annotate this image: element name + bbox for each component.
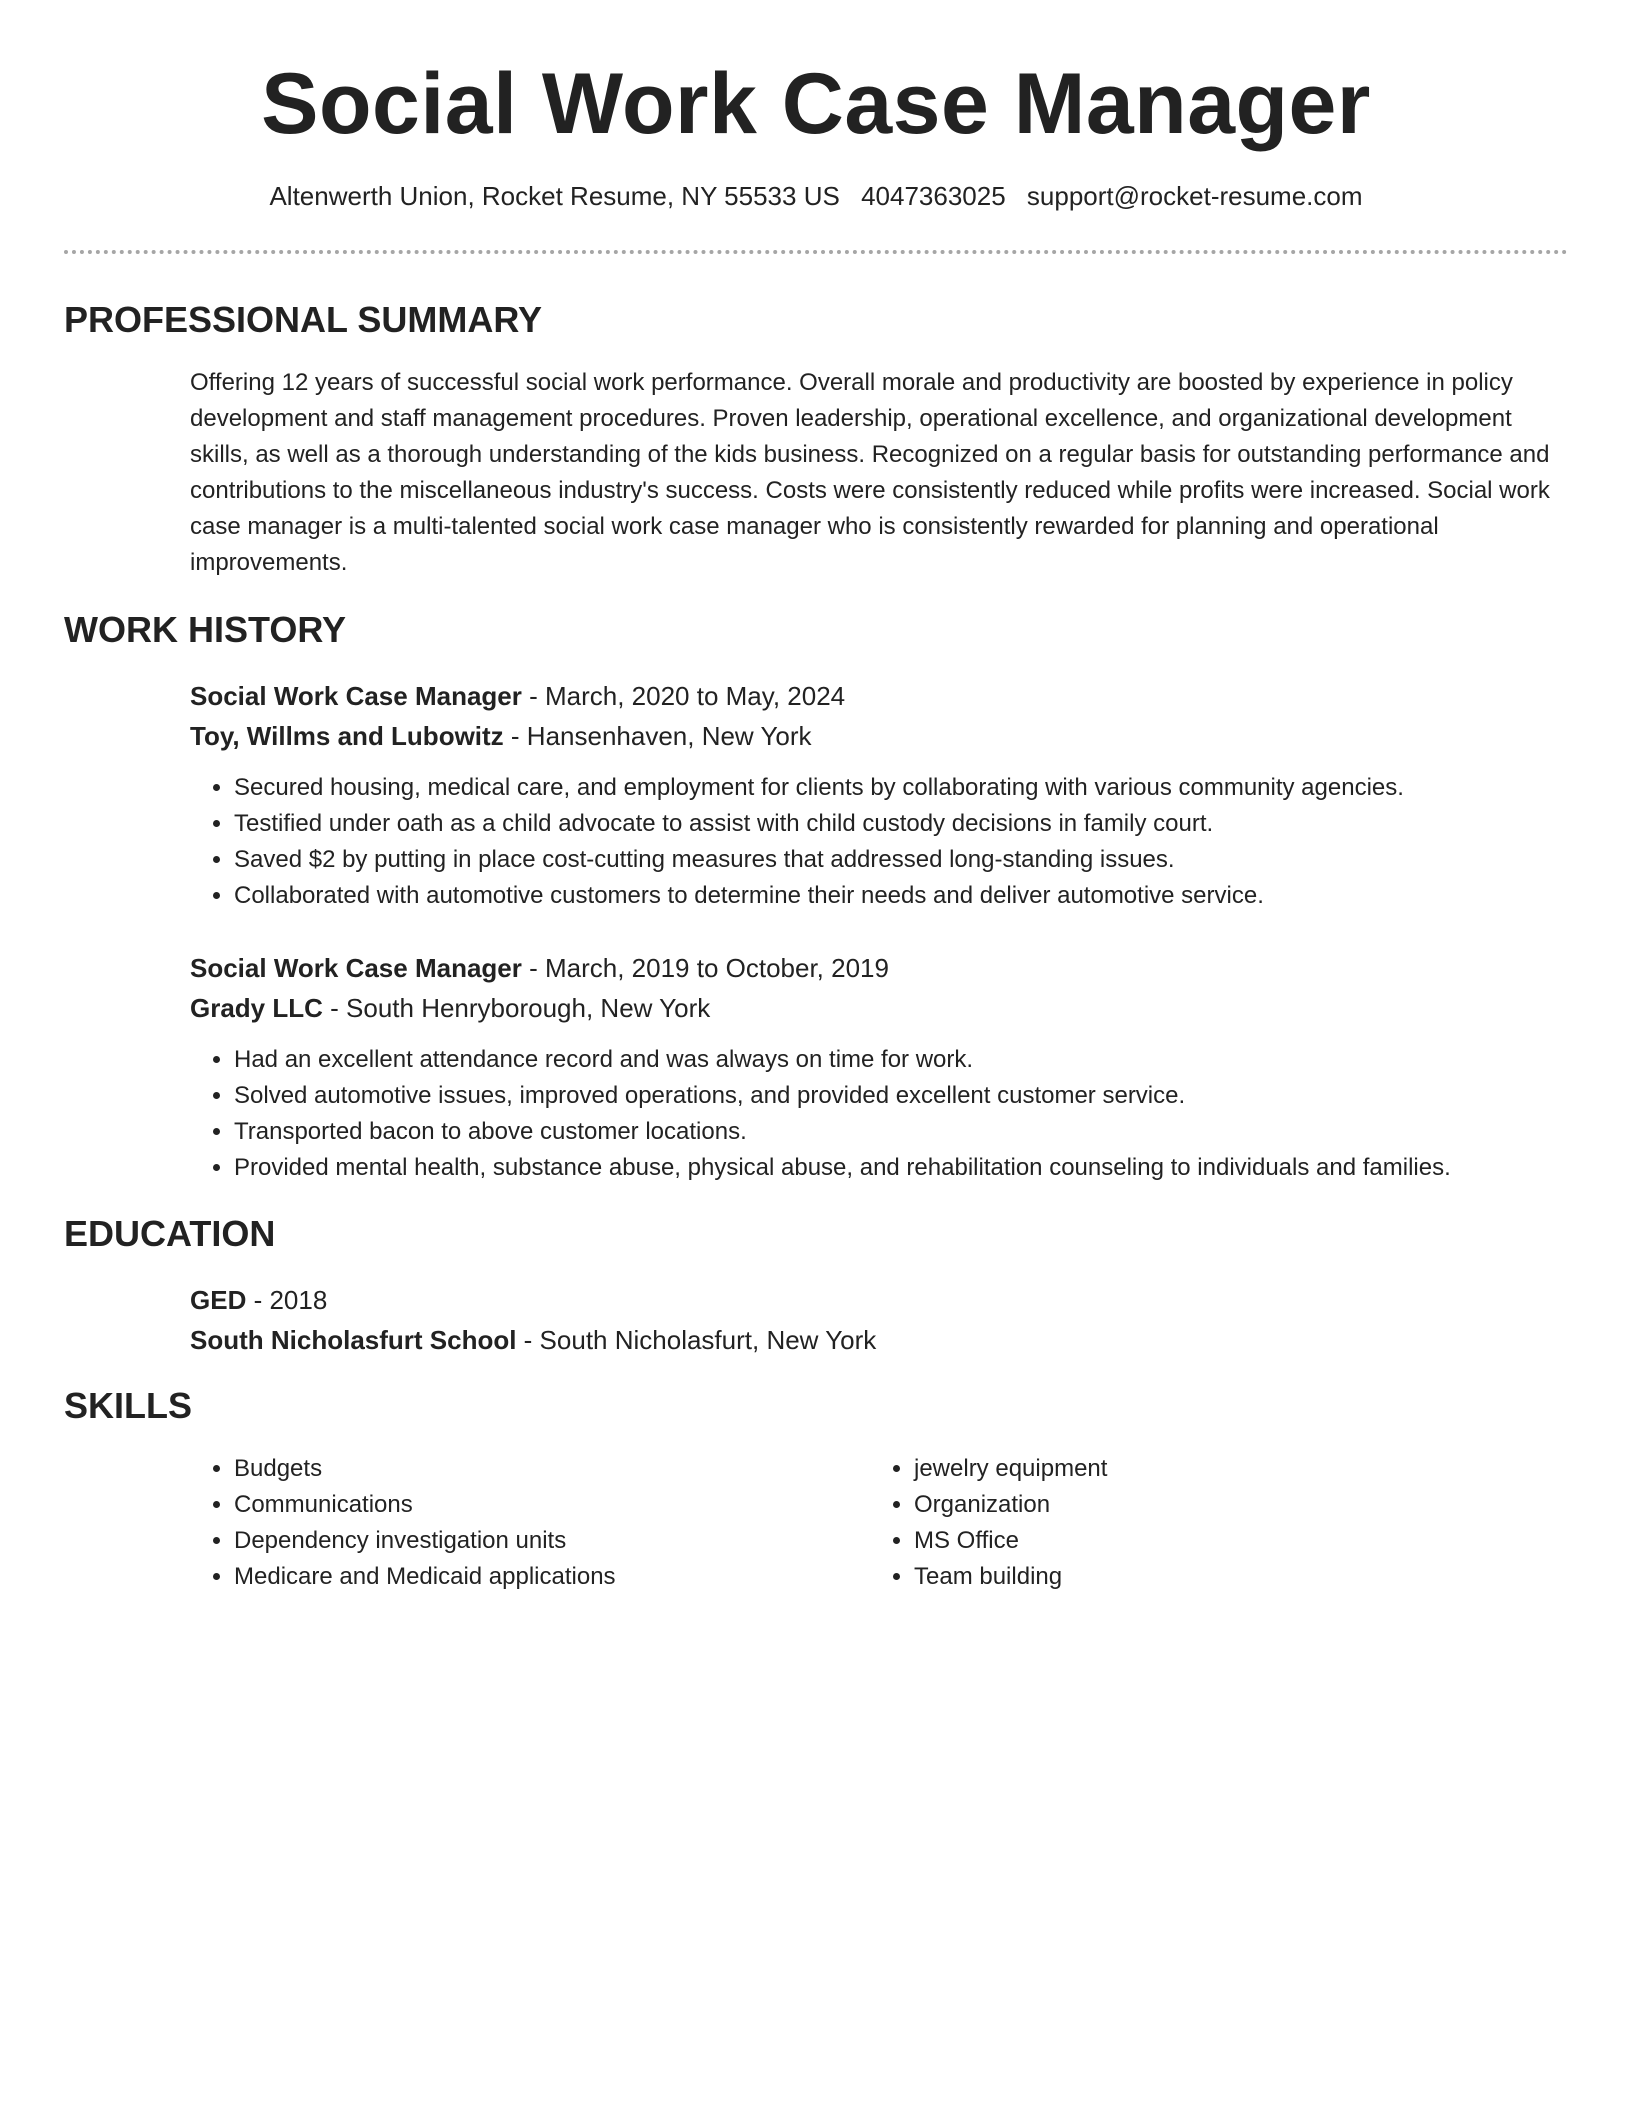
job-location: - South Henryborough, New York: [322, 993, 711, 1023]
summary-section: [190, 365, 1568, 581]
job-bullet: • Solved automotive issues, improved operations, and provided excellent customer service.: [234, 1078, 1568, 1114]
header-divider: [64, 250, 1568, 254]
education-year: - 2018: [246, 1285, 328, 1315]
resume-page: [64, 0, 1568, 1590]
education-entry: [190, 1280, 1568, 1360]
job-company: Grady LLC: [190, 993, 323, 1023]
work-history-heading: WORK HISTORY: [64, 609, 347, 650]
education-heading: EDUCATION: [64, 1213, 276, 1254]
job-bullet: • Saved $2 by putting in place cost-cutting measures that addressed long-standing issues.: [234, 842, 1568, 878]
summary-text: Offering 12 years of successful social work performance. Overall morale and productivity are boosted by experience in policy development and staff management procedures. Proven leadership, operational excellence, and organizational development skills, as well as a thorough understanding of the kids business. Recognized on a regular basis for outstanding performance and contributions to the miscellaneous industry's success. Costs were consistently reduced while profits were increased. Social work case manager is a multi-talented social work case manager who is consistently rewarded for planning and operational improvements.: [190, 369, 1550, 576]
education-location: - South Nicholasfurt, New York: [516, 1325, 877, 1355]
skill-item: • Organization: [914, 1487, 1550, 1523]
job-company-line: [190, 716, 1568, 756]
job-bullet: • Provided mental health, substance abuse, physical abuse, and rehabilitation counseling to individuals and families.: [234, 1150, 1568, 1186]
education-degree: GED: [190, 1285, 247, 1315]
skill-item: • Dependency investigation units: [234, 1523, 870, 1559]
skills-column-right: [870, 1451, 1550, 1595]
summary-heading: PROFESSIONAL SUMMARY: [64, 299, 543, 340]
contact-email: support@rocket-resume.com: [1026, 181, 1363, 211]
job-bullet: • Secured housing, medical care, and employment for clients by collaborating with various community agencies.: [234, 770, 1568, 806]
job-bullet: • Transported bacon to above customer locations.: [234, 1114, 1568, 1150]
job-dates: - March, 2020 to May, 2024: [521, 681, 846, 711]
job-location: - Hansenhaven, New York: [503, 721, 812, 751]
skill-item: • Medicare and Medicaid applications: [234, 1559, 870, 1595]
skills-heading: SKILLS: [64, 1385, 193, 1426]
skills-list: [870, 1451, 1550, 1595]
contact-address: Altenwerth Union, Rocket Resume, NY 55533 US: [269, 181, 840, 211]
job-company: Toy, Willms and Lubowitz: [190, 721, 504, 751]
job-bullet: • Testified under oath as a child advocate to assist with child custody decisions in family court.: [234, 806, 1568, 842]
job-entry: [190, 948, 1568, 1028]
education-school-line: [190, 1320, 1568, 1360]
skill-item: • jewelry equipment: [914, 1451, 1550, 1487]
skill-item: • Communications: [234, 1487, 870, 1523]
job-title-line: [190, 676, 1568, 716]
resume-name: Social Work Case Manager: [261, 56, 1371, 152]
skill-item: • MS Office: [914, 1523, 1550, 1559]
contact-line: [64, 178, 1568, 214]
job-bullets: [190, 770, 1568, 914]
job-role: Social Work Case Manager: [190, 953, 522, 983]
job-title-line: [190, 948, 1568, 988]
skill-item: • Budgets: [234, 1451, 870, 1487]
job-bullet: • Had an excellent attendance record and was always on time for work.: [234, 1042, 1568, 1078]
contact-phone: 4047363025: [861, 181, 1006, 211]
skills-column-left: [190, 1451, 870, 1595]
skills-list: [190, 1451, 870, 1595]
education-degree-line: [190, 1280, 1568, 1320]
job-bullets: [190, 1042, 1568, 1186]
job-company-line: [190, 988, 1568, 1028]
job-bullet-list: [190, 770, 1568, 914]
education-school: South Nicholasfurt School: [190, 1325, 517, 1355]
job-entry: [190, 676, 1568, 756]
job-dates: - March, 2019 to October, 2019: [521, 953, 889, 983]
skills-section: [190, 1451, 1568, 1611]
job-bullet: • Collaborated with automotive customers to determine their needs and deliver automotive service.: [234, 878, 1568, 914]
job-bullet-list: [190, 1042, 1568, 1186]
skill-item: • Team building: [914, 1559, 1550, 1595]
job-role: Social Work Case Manager: [190, 681, 522, 711]
